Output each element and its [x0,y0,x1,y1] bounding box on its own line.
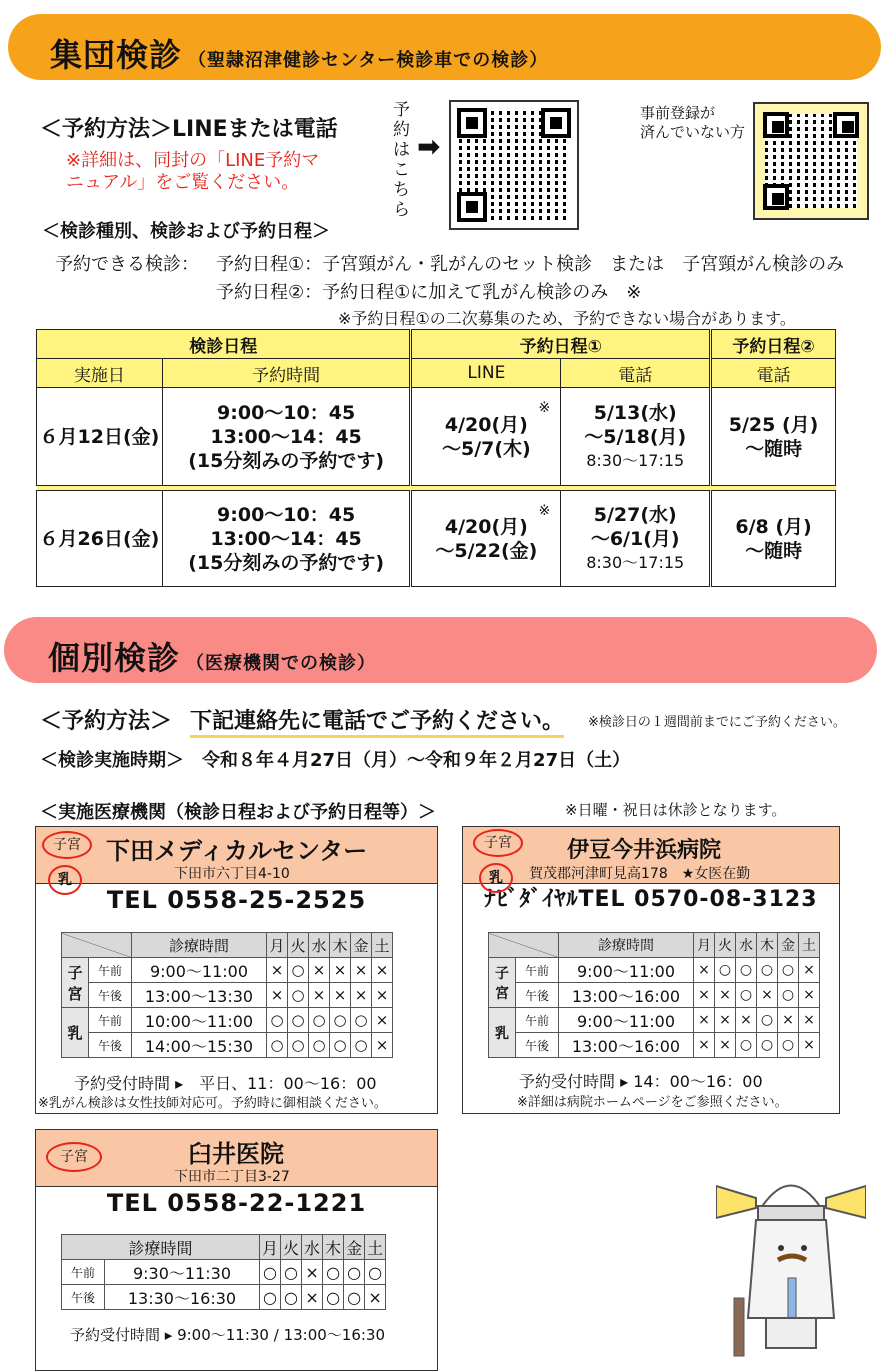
hospital-phone[interactable]: TEL 0558-25-2525 [36,883,437,916]
availability-mark: ○ [309,1033,330,1058]
arrow-right-icon: ➡ [417,130,441,163]
hours-value: 9:30～11:30 [105,1260,260,1285]
day-header: 月 [260,1235,281,1260]
cervical-tag: 子宮 [46,1142,102,1172]
availability-mark: ○ [281,1285,302,1310]
hospital-hours-table [488,932,820,1058]
availability-mark: × [799,958,820,983]
breast-tag: 乳 [48,865,82,895]
reception-hours: 予約受付時間 ▸ 平日、11：00～16：00 [74,1074,377,1093]
availability-mark: × [365,1285,386,1310]
period-label: 午後 [516,1033,559,1058]
header-tel-2: 電話 [711,359,836,388]
line-qr-code[interactable] [449,100,579,230]
indiv-method-label: ＜予約方法＞ [40,709,173,734]
header-exam-schedule: 検診日程 [37,330,411,359]
availability-mark: ○ [778,983,799,1008]
day-header: 金 [344,1235,365,1260]
availability-mark: × [267,983,288,1008]
schedule-row [62,1285,386,1310]
hospital-address: 下田市二丁目3-27 [174,1169,290,1185]
institutions-heading: ＜実施医療機関（検診日程および予約日程等）＞ [40,802,436,823]
hours-value: 10:00～11:00 [132,1008,267,1033]
hospital-note: ※乳がん検診は女性技師対応可。予約時に御相談ください。 [38,1096,387,1111]
group-label: 乳 [489,1008,516,1058]
availability-mark: ○ [288,983,309,1008]
availability-mark: ○ [330,1008,351,1033]
day-header: 木 [323,1235,344,1260]
hours-value: 14:00～15:30 [132,1033,267,1058]
header-tel: 電話 [561,359,711,388]
availability-mark: ○ [715,958,736,983]
period-label: 午前 [62,1260,105,1285]
availability-mark: × [372,1008,393,1033]
period-label: 午後 [62,1285,105,1310]
hospital-note: ※詳細は病院ホームページをご参照ください。 [517,1095,788,1110]
availability-mark: ○ [344,1260,365,1285]
hours-header: 診療時間 [62,1235,260,1260]
hospital-name: 下田メディカルセンター [106,837,368,865]
availability-mark: × [694,958,715,983]
availability-mark: ○ [778,1033,799,1058]
availability-mark: ○ [736,983,757,1008]
schedule-row [489,1033,820,1058]
availability-mark: × [302,1285,323,1310]
availability-mark: ○ [757,958,778,983]
hospital-name: 伊豆今井浜病院 [567,838,722,863]
day-header: 土 [372,933,393,958]
day-header: 火 [715,933,736,958]
availability-mark: ○ [736,1033,757,1058]
day-header: 水 [736,933,757,958]
cervical-tag: 子宮 [42,831,92,859]
indiv-method-note: ※検診日の１週間前までにご予約ください。 [588,715,846,730]
hours-value: 9:00～11:00 [559,1008,694,1033]
availability-mark: × [694,1008,715,1033]
day-header: 木 [330,933,351,958]
availability-mark: ○ [267,1008,288,1033]
availability-mark: × [736,1008,757,1033]
prereg-note: 事前登録が 済んでいない方 [640,104,746,141]
availability-mark: × [330,958,351,983]
availability-mark: × [799,1033,820,1058]
schedule-row [489,1008,820,1033]
availability-mark: × [267,958,288,983]
hours-header: 診療時間 [559,933,694,958]
hours-value: 13:30～16:30 [105,1285,260,1310]
availability-mark: ○ [351,1008,372,1033]
availability-mark: × [372,958,393,983]
table-row: ６月12日(金) 9:00～10：45 13:00～14：45 (15分刻みの予約です) ※ 4/20(月) ～5/7(木) 5/13(水) ～5/18(月) 8:30～17:15 5/25 (月) ～随時 [37,388,836,486]
schedule-row [489,983,820,1008]
header-line: LINE [411,359,561,388]
hospital-card-izu-imaihama [462,826,840,1114]
day-header: 土 [365,1235,386,1260]
mascot-illustration [716,1168,866,1358]
availability-mark: × [302,1260,323,1285]
schedule-1-desc: 予約日程①：子宮頸がん・乳がんのセット検診 または 子宮頸がん検診のみ [216,254,845,275]
hospital-hours-table [61,1234,386,1310]
availability-mark: × [372,1033,393,1058]
day-header: 火 [288,933,309,958]
availability-mark: ○ [351,1033,372,1058]
group-note: ※詳細は、同封の「LINE予約マ ニュアル」をご覧ください。 [66,150,320,193]
availability-mark: × [330,983,351,1008]
schedule-row [489,958,820,983]
indiv-period: ＜検診実施時期＞ 令和８年４月27日（月）～令和９年２月27日（土） [40,750,631,771]
indiv-method: 下記連絡先に電話でご予約ください。 [190,704,564,738]
breast-tag: 乳 [479,863,513,893]
availability-mark: ○ [757,1033,778,1058]
group-method: ＜予約方法＞LINEまたは電話 [40,117,338,142]
schedule-2-desc: 予約日程②：予約日程①に加えて乳がん検診のみ ※ [216,282,642,303]
hospital-hours-table [61,932,393,1058]
availability-mark: ○ [260,1285,281,1310]
hospital-phone[interactable]: TEL 0558-22-1221 [36,1186,437,1219]
types-heading: ＜検診種別、検診および予約日程＞ [42,221,330,242]
availability-mark: ○ [281,1260,302,1285]
registration-qr-code[interactable] [753,102,869,220]
indiv-title: 個別検診 （医療機関での検診） [48,639,377,677]
hours-value: 13:00～13:30 [132,983,267,1008]
availability-mark: × [351,983,372,1008]
availability-mark: × [715,983,736,1008]
availability-mark: ○ [323,1285,344,1310]
hospital-card-usui [35,1129,438,1371]
availability-mark: × [694,1033,715,1058]
schedule-row [62,983,393,1008]
availability-mark: ○ [288,1008,309,1033]
reserve-here-label: 予約はこちら [393,100,410,220]
day-header: 月 [267,933,288,958]
schedule-row [62,1033,393,1058]
day-header: 水 [302,1235,323,1260]
reception-hours: 予約受付時間 ▸ 9:00～11:30 / 13:00～16:30 [70,1326,386,1344]
availability-mark: × [715,1033,736,1058]
header-reserve-2: 予約日程② [711,330,836,359]
hospital-address: 下田市六丁目4-10 [174,866,290,882]
hours-value: 9:00～11:00 [559,958,694,983]
hours-header: 診療時間 [132,933,267,958]
availability-mark: ○ [757,1008,778,1033]
table-row: ６月26日(金) 9:00～10：45 13:00～14：45 (15分刻みの予約です) ※ 4/20(月) ～5/22(金) 5/27(水) ～6/1(月) 8:30～17:15 6/8 (月) ～随時 [37,491,836,587]
header-time: 予約時間 [162,359,411,388]
group-label: 乳 [62,1008,89,1058]
availability-mark: ○ [323,1260,344,1285]
availability-mark: ○ [288,958,309,983]
period-label: 午前 [516,1008,559,1033]
period-label: 午前 [89,958,132,983]
schedule-row [62,1260,386,1285]
availability-mark: × [351,958,372,983]
day-header: 金 [351,933,372,958]
availability-mark: × [715,1008,736,1033]
availability-mark: ○ [778,958,799,983]
period-label: 午後 [516,983,559,1008]
cervical-tag: 子宮 [473,829,523,857]
availability-mark: ○ [288,1033,309,1058]
availability-mark: ○ [365,1260,386,1285]
header-date: 実施日 [37,359,163,388]
group-schedule-table [36,329,836,587]
availability-mark: × [799,983,820,1008]
availability-mark: × [799,1008,820,1033]
availability-mark: × [309,983,330,1008]
period-label: 午前 [516,958,559,983]
schedule-row [62,1008,393,1033]
availability-mark: × [694,983,715,1008]
header-reserve-1: 予約日程① [411,330,711,359]
hospital-phone[interactable]: ﾅﾋﾞﾀﾞｲﾔﾙTEL 0570-08-3123 [463,883,839,916]
period-label: 午後 [89,1033,132,1058]
group-label: 子宮 [489,958,516,1008]
group-title: 集団検診 （聖隷沼津健診センター検診車での検診） [50,36,549,74]
group-label: 子宮 [62,958,89,1008]
availability-mark: ○ [267,1033,288,1058]
availability-mark: × [757,983,778,1008]
day-header: 火 [281,1235,302,1260]
hours-value: 13:00～16:00 [559,1033,694,1058]
hours-value: 13:00～16:00 [559,983,694,1008]
day-header: 金 [778,933,799,958]
day-header: 土 [799,933,820,958]
schedule-note: ※予約日程①の二次募集のため、予約できない場合があります。 [338,309,796,328]
availability-mark: × [309,958,330,983]
period-label: 午後 [89,983,132,1008]
schedule-row [62,958,393,983]
reception-hours: 予約受付時間 ▸ 14：00～16：00 [519,1072,763,1091]
availability-mark: × [372,983,393,1008]
availability-mark: ○ [330,1033,351,1058]
day-header: 月 [694,933,715,958]
hospital-address: 賀茂郡河津町見高178 ★女医在勤 [529,866,751,882]
hours-value: 9:00～11:00 [132,958,267,983]
hospital-name: 臼井医院 [188,1140,284,1168]
availability-mark: ○ [260,1260,281,1285]
availability-mark: ○ [736,958,757,983]
availability-mark: ○ [309,1008,330,1033]
availability-mark: ○ [344,1285,365,1310]
hospital-card-shimoda-medical [35,826,438,1114]
closed-note: ※日曜・祝日は休診となります。 [565,801,787,819]
day-header: 水 [309,933,330,958]
period-label: 午前 [89,1008,132,1033]
availability-mark: × [778,1008,799,1033]
day-header: 木 [757,933,778,958]
available-label: 予約できる検診： [55,254,199,275]
